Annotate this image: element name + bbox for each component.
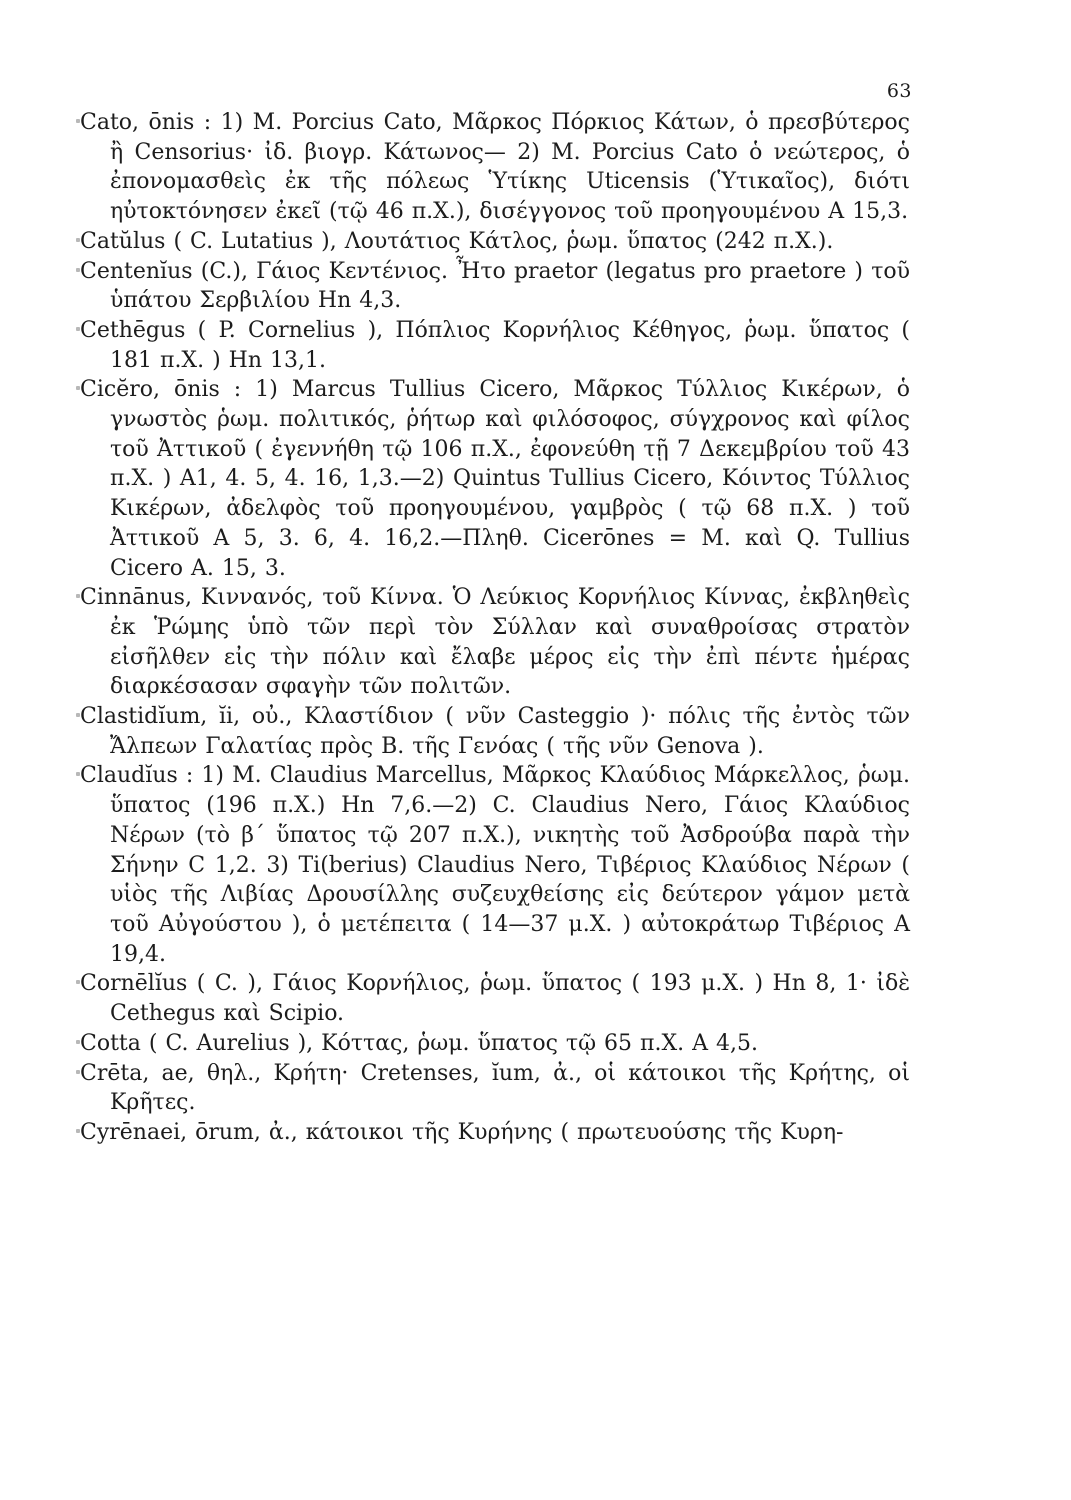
page-number: 63: [886, 80, 912, 102]
entry-centenius: Centenĭus (C.), Γάιος Κεντένιος. Ἦτο praetor (legatus pro praetore ) τοῦ ὑπάτου Σερβιλίου Hn 4,3.: [80, 257, 910, 316]
entry-cinnanus: Cinnānus, Κιννανός, τοῦ Κίννα. Ὁ Λεύκιος Κορνήλιος Κίννας, ἐκβληθεὶς ἐκ Ῥώμης ὑπὸ τῶν περὶ τὸν Σύλλαν καὶ συναθροίσας στρατὸν εἰσῆλθεν εἰς τὴν πόλιν καὶ ἔλαβε μέρος εἰς τὴν ἐπὶ πέντε ἡμέρας διαρκέσασαν σφαγὴν τῶν πολιτῶν.: [80, 583, 910, 702]
entry-cotta: Cotta ( C. Aurelius ), Κόττας, ῥωμ. ὕπατος τῷ 65 π.Χ. A 4,5.: [80, 1029, 910, 1059]
entry-claudius: Claudĭus : 1) M. Claudius Marcellus, Μᾶρκος Κλαύδιος Μάρκελλος, ῥωμ. ὕπατος (196 π.Χ.) Hn 7,6.—2) C. Claudius Nero, Γάιος Κλαύδιος Νέρων (τὸ β΄ ὕπατος τῷ 207 π.Χ.), νικητὴς τοῦ Ἀσδρούβα παρὰ τὴν Σήνην C 1,2. 3) Ti(berius) Claudius Nero, Τιβέριος Κλαύδιος Νέρων ( υἱὸς τῆς Λιβίας Δρουσίλλης συζευχθείσης εἰς δεύτερον γάμον μετὰ τοῦ Αὐγούστου ), ὁ μετέπειτα ( 14—37 μ.Χ. ) αὐτοκράτωρ Τιβέριος A 19,4.: [80, 761, 910, 969]
entry-creta: Crēta, ae, θηλ., Κρήτη· Cretenses, ĭum, ἀ., οἱ κάτοικοι τῆς Κρήτης, οἱ Κρῆτες.: [80, 1059, 910, 1118]
entry-cornelius: Cornēlĭus ( C. ), Γάιος Κορνήλιος, ῥωμ. ὕπατος ( 193 μ.Χ. ) Hn 8, 1· ἰδὲ Cethegus καὶ Scipio.: [80, 969, 910, 1028]
entry-cato: Cato, ōnis : 1) M. Porcius Cato, Μᾶρκος Πόρκιος Κάτων, ὁ πρεσβύτερος ἢ Censorius· ἰδ. βιογρ. Κάτωνος— 2) M. Porcius Cato ὁ νεώτερος, ὁ ἐπονομασθεὶς ἐκ τῆς πόλεως Ὑτίκης Uticensis (Ὑτικαῖος), διότι ηὐτοκτόνησεν ἐκεῖ (τῷ 46 π.Χ.), δισέγγονος τοῦ προηγουμένου A 15,3.: [80, 108, 910, 227]
dictionary-entries: [80, 108, 910, 1148]
entry-catulus: Catŭlus ( C. Lutatius ), Λουτάτιος Κάτλος, ῥωμ. ὕπατος (242 π.Χ.).: [80, 227, 910, 257]
entry-clastidium: Clastidĭum, ĭi, οὐ., Κλαστίδιον ( νῦν Casteggio )· πόλις τῆς ἐντὸς τῶν Ἄλπεων Γαλατίας πρὸς B. τῆς Γενόας ( τῆς νῦν Genova ).: [80, 702, 910, 761]
entry-cethegus: Cethēgus ( P. Cornelius ), Πόπλιος Κορνήλιος Κέθηγος, ῥωμ. ὕπατος ( 181 π.Χ. ) Hn 13,1.: [80, 316, 910, 375]
entry-cicero: Cicĕro, ōnis : 1) Marcus Tullius Cicero, Μᾶρκος Τύλλιος Κικέρων, ὁ γνωστὸς ῥωμ. πολιτικός, ῥήτωρ καὶ φιλόσοφος, σύγχρονος καὶ φίλος τοῦ Ἀττικοῦ ( ἐγεννήθη τῷ 106 π.Χ., ἐφονεύθη τῇ 7 Δεκεμβρίου τοῦ 43 π.Χ. ) A1, 4. 5, 4. 16, 1,3.—2) Quintus Tullius Cicero, Κόιντος Τύλλιος Κικέρων, ἀδελφὸς τοῦ προηγουμένου, γαμβρὸς ( τῷ 68 π.Χ. ) τοῦ Ἀττικοῦ A 5, 3. 6, 4. 16,2.—Πληθ. Cicerōnes = M. καὶ Q. Tullius Cicero A. 15, 3.: [80, 375, 910, 583]
entry-cyrenaei: Cyrēnaei, ōrum, ἀ., κάτοικοι τῆς Κυρήνης ( πρωτευούσης τῆς Κυρη-: [80, 1118, 910, 1148]
